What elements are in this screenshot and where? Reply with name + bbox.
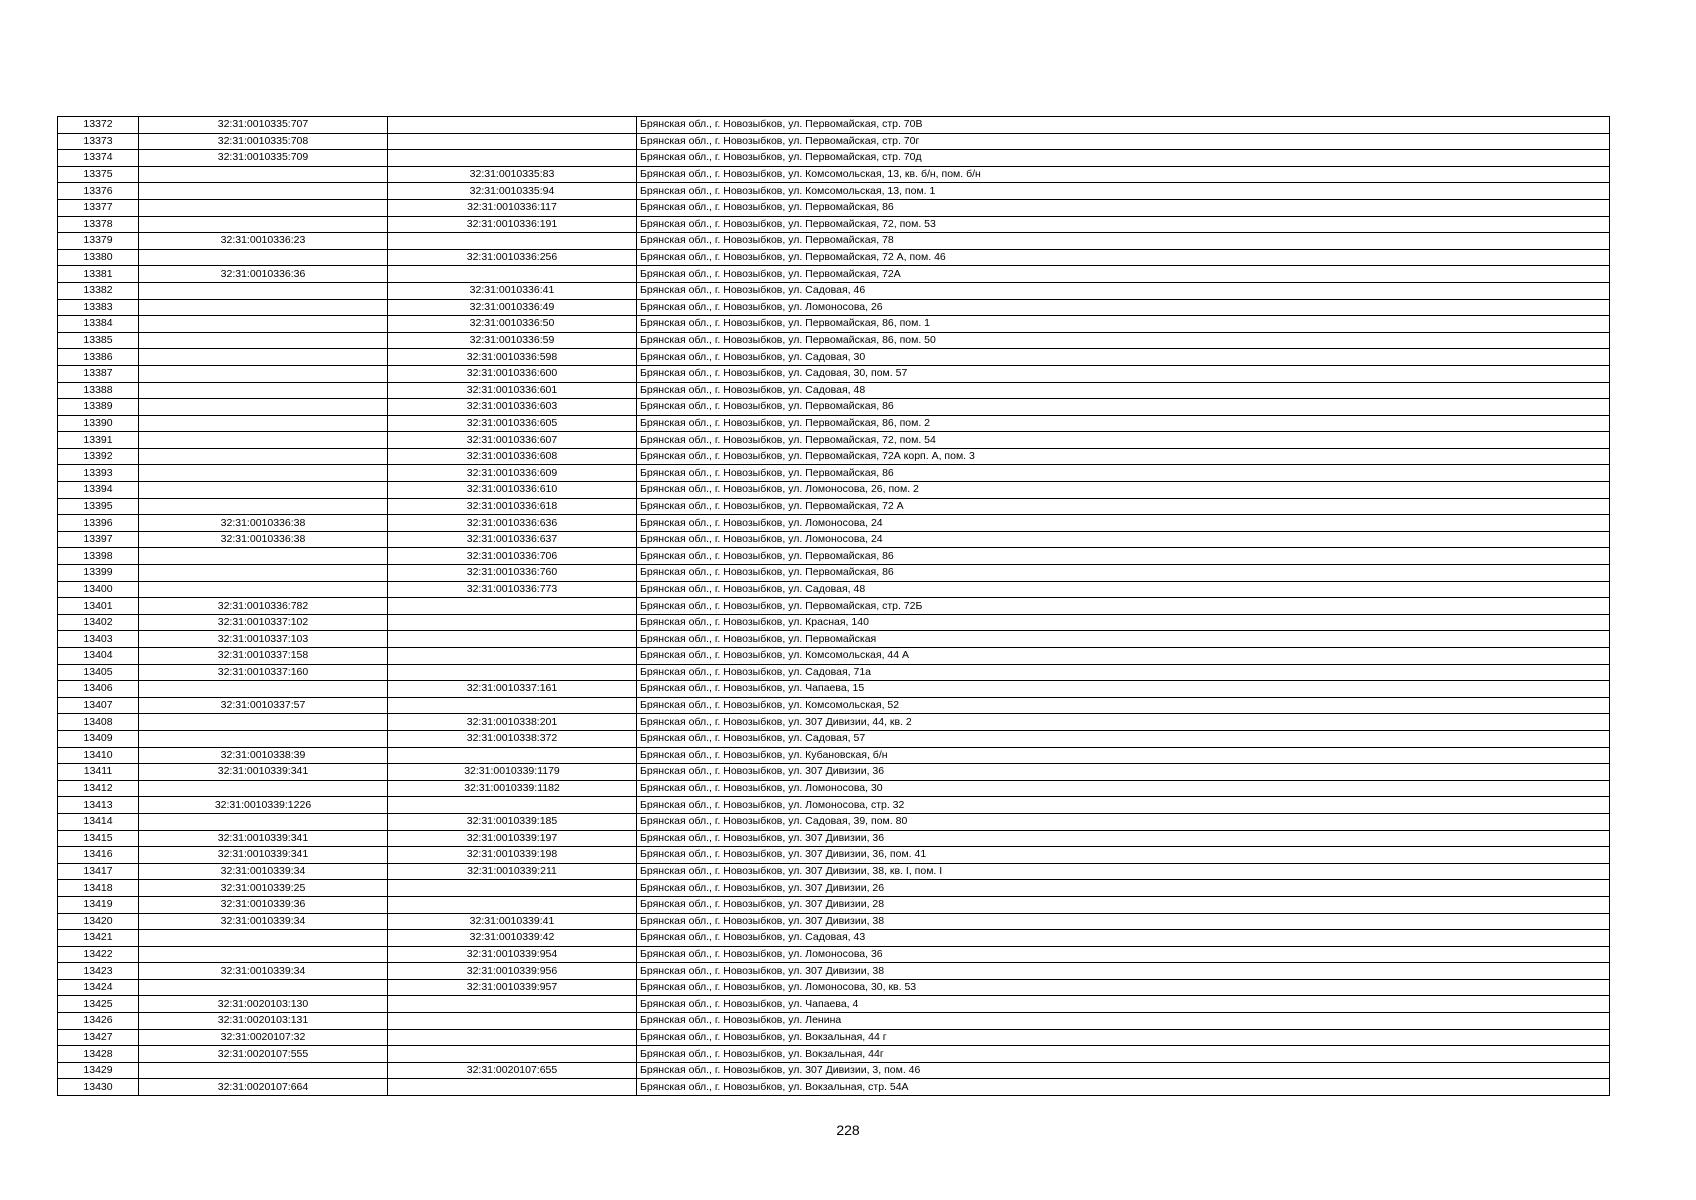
table-row bbox=[58, 282, 1610, 299]
building-cadastral-number-cell bbox=[139, 930, 388, 947]
building-cadastral-number-cell bbox=[139, 332, 388, 349]
row-number-cell: 13422 bbox=[58, 946, 139, 963]
address-cell: Брянская обл., г. Новозыбков, ул. 307 Дивизии, 28 bbox=[637, 896, 1610, 913]
row-number-cell: 13379 bbox=[58, 233, 139, 250]
address-cell: Брянская обл., г. Новозыбков, ул. Комсомольская, 13, пом. 1 bbox=[637, 183, 1610, 200]
row-number-cell: 13378 bbox=[58, 216, 139, 233]
address-cell: Брянская обл., г. Новозыбков, ул. 307 Дивизии, 38, кв. I, пом. I bbox=[637, 863, 1610, 880]
table-row bbox=[58, 216, 1610, 233]
address-cell: Брянская обл., г. Новозыбков, ул. Вокзальная, 44 г bbox=[637, 1029, 1610, 1046]
table-body bbox=[58, 117, 1610, 1096]
table-row bbox=[58, 847, 1610, 864]
address-cell: Брянская обл., г. Новозыбков, ул. Вокзальная, стр. 54А bbox=[637, 1079, 1610, 1096]
table-row bbox=[58, 913, 1610, 930]
building-cadastral-number-cell bbox=[139, 432, 388, 449]
premises-cadastral-number-cell: 32:31:0010339:1179 bbox=[388, 764, 637, 781]
building-cadastral-number-cell: 32:31:0010337:102 bbox=[139, 614, 388, 631]
premises-cadastral-number-cell: 32:31:0010336:59 bbox=[388, 332, 637, 349]
premises-cadastral-number-cell: 32:31:0010336:600 bbox=[388, 365, 637, 382]
building-cadastral-number-cell: 32:31:0010338:39 bbox=[139, 747, 388, 764]
address-cell: Брянская обл., г. Новозыбков, ул. Садовая, 71а bbox=[637, 664, 1610, 681]
row-number-cell: 13375 bbox=[58, 166, 139, 183]
page-number: 228 bbox=[836, 1122, 860, 1138]
premises-cadastral-number-cell bbox=[388, 233, 637, 250]
premises-cadastral-number-cell: 32:31:0010339:198 bbox=[388, 847, 637, 864]
building-cadastral-number-cell: 32:31:0010336:38 bbox=[139, 515, 388, 532]
address-cell: Брянская обл., г. Новозыбков, ул. Ломоносова, стр. 32 bbox=[637, 797, 1610, 814]
premises-cadastral-number-cell: 32:31:0010339:185 bbox=[388, 813, 637, 830]
row-number-cell: 13376 bbox=[58, 183, 139, 200]
building-cadastral-number-cell: 32:31:0010336:23 bbox=[139, 233, 388, 250]
table-row bbox=[58, 648, 1610, 665]
address-cell: Брянская обл., г. Новозыбков, ул. Первомайская, 86 bbox=[637, 548, 1610, 565]
address-cell: Брянская обл., г. Новозыбков, ул. Первомайская, стр. 70д bbox=[637, 150, 1610, 167]
building-cadastral-number-cell: 32:31:0010337:103 bbox=[139, 631, 388, 648]
row-number-cell: 13423 bbox=[58, 963, 139, 980]
premises-cadastral-number-cell: 32:31:0010336:603 bbox=[388, 399, 637, 416]
row-number-cell: 13388 bbox=[58, 382, 139, 399]
address-cell: Брянская обл., г. Новозыбков, ул. Первомайская, 72 А bbox=[637, 498, 1610, 515]
table-row bbox=[58, 465, 1610, 482]
address-cell: Брянская обл., г. Новозыбков, ул. Чапаева, 4 bbox=[637, 996, 1610, 1013]
building-cadastral-number-cell: 32:31:0020107:664 bbox=[139, 1079, 388, 1096]
row-number-cell: 13413 bbox=[58, 797, 139, 814]
table-row bbox=[58, 730, 1610, 747]
row-number-cell: 13412 bbox=[58, 780, 139, 797]
building-cadastral-number-cell: 32:31:0010336:782 bbox=[139, 598, 388, 615]
premises-cadastral-number-cell: 32:31:0010335:83 bbox=[388, 166, 637, 183]
premises-cadastral-number-cell: 32:31:0010336:191 bbox=[388, 216, 637, 233]
premises-cadastral-number-cell: 32:31:0010336:49 bbox=[388, 299, 637, 316]
table-row bbox=[58, 631, 1610, 648]
premises-cadastral-number-cell bbox=[388, 133, 637, 150]
row-number-cell: 13380 bbox=[58, 249, 139, 266]
premises-cadastral-number-cell: 32:31:0010336:760 bbox=[388, 565, 637, 582]
building-cadastral-number-cell bbox=[139, 183, 388, 200]
table-row bbox=[58, 233, 1610, 250]
premises-cadastral-number-cell: 32:31:0010336:706 bbox=[388, 548, 637, 565]
address-cell: Брянская обл., г. Новозыбков, ул. Красная, 140 bbox=[637, 614, 1610, 631]
table-row bbox=[58, 880, 1610, 897]
premises-cadastral-number-cell bbox=[388, 664, 637, 681]
row-number-cell: 13392 bbox=[58, 448, 139, 465]
address-cell: Брянская обл., г. Новозыбков, ул. Садовая, 39, пом. 80 bbox=[637, 813, 1610, 830]
row-number-cell: 13393 bbox=[58, 465, 139, 482]
table-row bbox=[58, 548, 1610, 565]
building-cadastral-number-cell: 32:31:0020107:555 bbox=[139, 1046, 388, 1063]
cadastral-table bbox=[57, 116, 1610, 1096]
address-cell: Брянская обл., г. Новозыбков, ул. Ломоносова, 36 bbox=[637, 946, 1610, 963]
premises-cadastral-number-cell bbox=[388, 896, 637, 913]
building-cadastral-number-cell bbox=[139, 282, 388, 299]
row-number-cell: 13386 bbox=[58, 349, 139, 366]
row-number-cell: 13414 bbox=[58, 813, 139, 830]
table-row bbox=[58, 863, 1610, 880]
premises-cadastral-number-cell bbox=[388, 648, 637, 665]
premises-cadastral-number-cell bbox=[388, 1013, 637, 1030]
building-cadastral-number-cell bbox=[139, 299, 388, 316]
table-row bbox=[58, 598, 1610, 615]
building-cadastral-number-cell: 32:31:0010339:34 bbox=[139, 913, 388, 930]
row-number-cell: 13424 bbox=[58, 979, 139, 996]
address-cell: Брянская обл., г. Новозыбков, ул. Ленина bbox=[637, 1013, 1610, 1030]
premises-cadastral-number-cell: 32:31:0010339:41 bbox=[388, 913, 637, 930]
table-row bbox=[58, 266, 1610, 283]
premises-cadastral-number-cell: 32:31:0010339:42 bbox=[388, 930, 637, 947]
building-cadastral-number-cell: 32:31:0010339:34 bbox=[139, 963, 388, 980]
building-cadastral-number-cell bbox=[139, 249, 388, 266]
building-cadastral-number-cell: 32:31:0010339:1226 bbox=[139, 797, 388, 814]
row-number-cell: 13385 bbox=[58, 332, 139, 349]
row-number-cell: 13426 bbox=[58, 1013, 139, 1030]
building-cadastral-number-cell: 32:31:0010339:341 bbox=[139, 830, 388, 847]
row-number-cell: 13383 bbox=[58, 299, 139, 316]
row-number-cell: 13420 bbox=[58, 913, 139, 930]
building-cadastral-number-cell bbox=[139, 399, 388, 416]
premises-cadastral-number-cell: 32:31:0020107:655 bbox=[388, 1062, 637, 1079]
building-cadastral-number-cell bbox=[139, 730, 388, 747]
address-cell: Брянская обл., г. Новозыбков, ул. Садовая, 43 bbox=[637, 930, 1610, 947]
premises-cadastral-number-cell bbox=[388, 880, 637, 897]
table-row bbox=[58, 349, 1610, 366]
premises-cadastral-number-cell: 32:31:0010337:161 bbox=[388, 681, 637, 698]
premises-cadastral-number-cell: 32:31:0010336:117 bbox=[388, 199, 637, 216]
row-number-cell: 13389 bbox=[58, 399, 139, 416]
premises-cadastral-number-cell: 32:31:0010339:954 bbox=[388, 946, 637, 963]
address-cell: Брянская обл., г. Новозыбков, ул. Ломоносова, 24 bbox=[637, 531, 1610, 548]
building-cadastral-number-cell bbox=[139, 548, 388, 565]
table-row bbox=[58, 930, 1610, 947]
building-cadastral-number-cell bbox=[139, 415, 388, 432]
row-number-cell: 13381 bbox=[58, 266, 139, 283]
row-number-cell: 13425 bbox=[58, 996, 139, 1013]
address-cell: Брянская обл., г. Новозыбков, ул. Первомайская, 86 bbox=[637, 565, 1610, 582]
row-number-cell: 13394 bbox=[58, 482, 139, 499]
building-cadastral-number-cell: 32:31:0010339:36 bbox=[139, 896, 388, 913]
table-row bbox=[58, 482, 1610, 499]
address-cell: Брянская обл., г. Новозыбков, ул. Садовая, 57 bbox=[637, 730, 1610, 747]
address-cell: Брянская обл., г. Новозыбков, ул. 307 Дивизии, 36 bbox=[637, 830, 1610, 847]
premises-cadastral-number-cell: 32:31:0010335:94 bbox=[388, 183, 637, 200]
row-number-cell: 13428 bbox=[58, 1046, 139, 1063]
building-cadastral-number-cell bbox=[139, 166, 388, 183]
table-row bbox=[58, 399, 1610, 416]
row-number-cell: 13402 bbox=[58, 614, 139, 631]
premises-cadastral-number-cell: 32:31:0010338:201 bbox=[388, 714, 637, 731]
address-cell: Брянская обл., г. Новозыбков, ул. Садовая, 46 bbox=[637, 282, 1610, 299]
row-number-cell: 13429 bbox=[58, 1062, 139, 1079]
premises-cadastral-number-cell: 32:31:0010336:601 bbox=[388, 382, 637, 399]
table-row bbox=[58, 332, 1610, 349]
building-cadastral-number-cell bbox=[139, 780, 388, 797]
table-row bbox=[58, 946, 1610, 963]
table-row bbox=[58, 979, 1610, 996]
row-number-cell: 13427 bbox=[58, 1029, 139, 1046]
row-number-cell: 13407 bbox=[58, 697, 139, 714]
address-cell: Брянская обл., г. Новозыбков, ул. 307 Дивизии, 3, пом. 46 bbox=[637, 1062, 1610, 1079]
premises-cadastral-number-cell bbox=[388, 598, 637, 615]
building-cadastral-number-cell bbox=[139, 681, 388, 698]
address-cell: Брянская обл., г. Новозыбков, ул. Первомайская, стр. 72Б bbox=[637, 598, 1610, 615]
table-row bbox=[58, 681, 1610, 698]
address-cell: Брянская обл., г. Новозыбков, ул. Ломоносова, 30 bbox=[637, 780, 1610, 797]
premises-cadastral-number-cell: 32:31:0010336:607 bbox=[388, 432, 637, 449]
address-cell: Брянская обл., г. Новозыбков, ул. Садовая, 30, пом. 57 bbox=[637, 365, 1610, 382]
address-cell: Брянская обл., г. Новозыбков, ул. Первомайская, 86 bbox=[637, 465, 1610, 482]
row-number-cell: 13416 bbox=[58, 847, 139, 864]
building-cadastral-number-cell bbox=[139, 216, 388, 233]
premises-cadastral-number-cell bbox=[388, 1029, 637, 1046]
building-cadastral-number-cell: 32:31:0010336:36 bbox=[139, 266, 388, 283]
row-number-cell: 13384 bbox=[58, 316, 139, 333]
building-cadastral-number-cell: 32:31:0010335:707 bbox=[139, 117, 388, 134]
row-number-cell: 13377 bbox=[58, 199, 139, 216]
address-cell: Брянская обл., г. Новозыбков, ул. Первомайская, 86, пом. 1 bbox=[637, 316, 1610, 333]
row-number-cell: 13387 bbox=[58, 365, 139, 382]
premises-cadastral-number-cell: 32:31:0010339:211 bbox=[388, 863, 637, 880]
address-cell: Брянская обл., г. Новозыбков, ул. 307 Дивизии, 44, кв. 2 bbox=[637, 714, 1610, 731]
premises-cadastral-number-cell bbox=[388, 1079, 637, 1096]
table-row bbox=[58, 714, 1610, 731]
address-cell: Брянская обл., г. Новозыбков, ул. Первомайская, 72, пом. 54 bbox=[637, 432, 1610, 449]
building-cadastral-number-cell: 32:31:0010337:158 bbox=[139, 648, 388, 665]
building-cadastral-number-cell bbox=[139, 979, 388, 996]
address-cell: Брянская обл., г. Новозыбков, ул. Ломоносова, 24 bbox=[637, 515, 1610, 532]
table-row bbox=[58, 963, 1610, 980]
address-cell: Брянская обл., г. Новозыбков, ул. Первомайская, 86 bbox=[637, 399, 1610, 416]
address-cell: Брянская обл., г. Новозыбков, ул. Комсомольская, 52 bbox=[637, 697, 1610, 714]
table-row bbox=[58, 299, 1610, 316]
address-cell: Брянская обл., г. Новозыбков, ул. 307 Дивизии, 38 bbox=[637, 913, 1610, 930]
premises-cadastral-number-cell bbox=[388, 631, 637, 648]
row-number-cell: 13372 bbox=[58, 117, 139, 134]
address-cell: Брянская обл., г. Новозыбков, ул. 307 Дивизии, 36 bbox=[637, 764, 1610, 781]
row-number-cell: 13419 bbox=[58, 896, 139, 913]
building-cadastral-number-cell: 32:31:0020103:130 bbox=[139, 996, 388, 1013]
table-row bbox=[58, 747, 1610, 764]
row-number-cell: 13430 bbox=[58, 1079, 139, 1096]
table-row bbox=[58, 581, 1610, 598]
row-number-cell: 13411 bbox=[58, 764, 139, 781]
address-cell: Брянская обл., г. Новозыбков, ул. Чапаева, 15 bbox=[637, 681, 1610, 698]
address-cell: Брянская обл., г. Новозыбков, ул. Комсомольская, 13, кв. б/н, пом. б/н bbox=[637, 166, 1610, 183]
table-row bbox=[58, 432, 1610, 449]
building-cadastral-number-cell: 32:31:0010339:25 bbox=[139, 880, 388, 897]
premises-cadastral-number-cell: 32:31:0010339:1182 bbox=[388, 780, 637, 797]
row-number-cell: 13410 bbox=[58, 747, 139, 764]
premises-cadastral-number-cell: 32:31:0010336:636 bbox=[388, 515, 637, 532]
building-cadastral-number-cell bbox=[139, 498, 388, 515]
row-number-cell: 13398 bbox=[58, 548, 139, 565]
row-number-cell: 13409 bbox=[58, 730, 139, 747]
row-number-cell: 13396 bbox=[58, 515, 139, 532]
building-cadastral-number-cell bbox=[139, 482, 388, 499]
building-cadastral-number-cell bbox=[139, 349, 388, 366]
table-row bbox=[58, 249, 1610, 266]
row-number-cell: 13418 bbox=[58, 880, 139, 897]
row-number-cell: 13403 bbox=[58, 631, 139, 648]
table-row bbox=[58, 166, 1610, 183]
table-row bbox=[58, 1029, 1610, 1046]
building-cadastral-number-cell bbox=[139, 448, 388, 465]
premises-cadastral-number-cell: 32:31:0010336:256 bbox=[388, 249, 637, 266]
row-number-cell: 13399 bbox=[58, 565, 139, 582]
table-row bbox=[58, 996, 1610, 1013]
row-number-cell: 13404 bbox=[58, 648, 139, 665]
building-cadastral-number-cell: 32:31:0010337:57 bbox=[139, 697, 388, 714]
premises-cadastral-number-cell: 32:31:0010336:608 bbox=[388, 448, 637, 465]
building-cadastral-number-cell bbox=[139, 1062, 388, 1079]
premises-cadastral-number-cell bbox=[388, 1046, 637, 1063]
table-row bbox=[58, 614, 1610, 631]
premises-cadastral-number-cell: 32:31:0010336:41 bbox=[388, 282, 637, 299]
building-cadastral-number-cell: 32:31:0020103:131 bbox=[139, 1013, 388, 1030]
premises-cadastral-number-cell: 32:31:0010339:197 bbox=[388, 830, 637, 847]
address-cell: Брянская обл., г. Новозыбков, ул. Первомайская, 78 bbox=[637, 233, 1610, 250]
table-row bbox=[58, 448, 1610, 465]
building-cadastral-number-cell bbox=[139, 565, 388, 582]
building-cadastral-number-cell: 32:31:0010339:34 bbox=[139, 863, 388, 880]
address-cell: Брянская обл., г. Новозыбков, ул. Первомайская bbox=[637, 631, 1610, 648]
building-cadastral-number-cell: 32:31:0010335:709 bbox=[139, 150, 388, 167]
table-row bbox=[58, 133, 1610, 150]
premises-cadastral-number-cell bbox=[388, 150, 637, 167]
premises-cadastral-number-cell: 32:31:0010336:637 bbox=[388, 531, 637, 548]
address-cell: Брянская обл., г. Новозыбков, ул. 307 Дивизии, 36, пом. 41 bbox=[637, 847, 1610, 864]
premises-cadastral-number-cell: 32:31:0010339:956 bbox=[388, 963, 637, 980]
address-cell: Брянская обл., г. Новозыбков, ул. Ломоносова, 26 bbox=[637, 299, 1610, 316]
premises-cadastral-number-cell bbox=[388, 996, 637, 1013]
table-row bbox=[58, 498, 1610, 515]
building-cadastral-number-cell bbox=[139, 581, 388, 598]
building-cadastral-number-cell bbox=[139, 465, 388, 482]
building-cadastral-number-cell bbox=[139, 316, 388, 333]
building-cadastral-number-cell bbox=[139, 813, 388, 830]
building-cadastral-number-cell: 32:31:0010336:38 bbox=[139, 531, 388, 548]
table-row bbox=[58, 830, 1610, 847]
address-cell: Брянская обл., г. Новозыбков, ул. Ломоносова, 30, кв. 53 bbox=[637, 979, 1610, 996]
table-row bbox=[58, 780, 1610, 797]
table-row bbox=[58, 316, 1610, 333]
address-cell: Брянская обл., г. Новозыбков, ул. Садовая, 48 bbox=[637, 581, 1610, 598]
table-row bbox=[58, 531, 1610, 548]
building-cadastral-number-cell bbox=[139, 382, 388, 399]
row-number-cell: 13374 bbox=[58, 150, 139, 167]
row-number-cell: 13405 bbox=[58, 664, 139, 681]
address-cell: Брянская обл., г. Новозыбков, ул. 307 Дивизии, 38 bbox=[637, 963, 1610, 980]
address-cell: Брянская обл., г. Новозыбков, ул. Ломоносова, 26, пом. 2 bbox=[637, 482, 1610, 499]
premises-cadastral-number-cell bbox=[388, 747, 637, 764]
building-cadastral-number-cell: 32:31:0010339:341 bbox=[139, 847, 388, 864]
building-cadastral-number-cell: 32:31:0020107:32 bbox=[139, 1029, 388, 1046]
table-row bbox=[58, 1046, 1610, 1063]
address-cell: Брянская обл., г. Новозыбков, ул. Садовая, 30 bbox=[637, 349, 1610, 366]
row-number-cell: 13408 bbox=[58, 714, 139, 731]
row-number-cell: 13406 bbox=[58, 681, 139, 698]
premises-cadastral-number-cell bbox=[388, 266, 637, 283]
address-cell: Брянская обл., г. Новозыбков, ул. Первомайская, стр. 70В bbox=[637, 117, 1610, 134]
premises-cadastral-number-cell bbox=[388, 117, 637, 134]
table-row bbox=[58, 896, 1610, 913]
table-row bbox=[58, 415, 1610, 432]
row-number-cell: 13421 bbox=[58, 930, 139, 947]
table-row bbox=[58, 813, 1610, 830]
premises-cadastral-number-cell: 32:31:0010336:598 bbox=[388, 349, 637, 366]
address-cell: Брянская обл., г. Новозыбков, ул. Первомайская, 86, пом. 50 bbox=[637, 332, 1610, 349]
premises-cadastral-number-cell: 32:31:0010336:610 bbox=[388, 482, 637, 499]
row-number-cell: 13401 bbox=[58, 598, 139, 615]
row-number-cell: 13373 bbox=[58, 133, 139, 150]
building-cadastral-number-cell bbox=[139, 199, 388, 216]
premises-cadastral-number-cell bbox=[388, 614, 637, 631]
table-row bbox=[58, 1013, 1610, 1030]
premises-cadastral-number-cell: 32:31:0010339:957 bbox=[388, 979, 637, 996]
premises-cadastral-number-cell: 32:31:0010338:372 bbox=[388, 730, 637, 747]
row-number-cell: 13417 bbox=[58, 863, 139, 880]
premises-cadastral-number-cell bbox=[388, 697, 637, 714]
table-row bbox=[58, 199, 1610, 216]
address-cell: Брянская обл., г. Новозыбков, ул. Кубановская, б/н bbox=[637, 747, 1610, 764]
building-cadastral-number-cell: 32:31:0010337:160 bbox=[139, 664, 388, 681]
building-cadastral-number-cell: 32:31:0010335:708 bbox=[139, 133, 388, 150]
row-number-cell: 13391 bbox=[58, 432, 139, 449]
table-row bbox=[58, 515, 1610, 532]
address-cell: Брянская обл., г. Новозыбков, ул. Первомайская, 86, пом. 2 bbox=[637, 415, 1610, 432]
building-cadastral-number-cell bbox=[139, 365, 388, 382]
premises-cadastral-number-cell: 32:31:0010336:609 bbox=[388, 465, 637, 482]
premises-cadastral-number-cell: 32:31:0010336:773 bbox=[388, 581, 637, 598]
table-row bbox=[58, 1062, 1610, 1079]
address-cell: Брянская обл., г. Новозыбков, ул. Садовая, 48 bbox=[637, 382, 1610, 399]
building-cadastral-number-cell bbox=[139, 714, 388, 731]
table-row bbox=[58, 764, 1610, 781]
address-cell: Брянская обл., г. Новозыбков, ул. Первомайская, 72А корп. А, пом. 3 bbox=[637, 448, 1610, 465]
table-row bbox=[58, 697, 1610, 714]
address-cell: Брянская обл., г. Новозыбков, ул. Первомайская, стр. 70г bbox=[637, 133, 1610, 150]
address-cell: Брянская обл., г. Новозыбков, ул. Вокзальная, 44г bbox=[637, 1046, 1610, 1063]
row-number-cell: 13415 bbox=[58, 830, 139, 847]
premises-cadastral-number-cell: 32:31:0010336:605 bbox=[388, 415, 637, 432]
address-cell: Брянская обл., г. Новозыбков, ул. Первомайская, 72, пом. 53 bbox=[637, 216, 1610, 233]
address-cell: Брянская обл., г. Новозыбков, ул. Первомайская, 72А bbox=[637, 266, 1610, 283]
address-cell: Брянская обл., г. Новозыбков, ул. Первомайская, 72 А, пом. 46 bbox=[637, 249, 1610, 266]
address-cell: Брянская обл., г. Новозыбков, ул. Первомайская, 86 bbox=[637, 199, 1610, 216]
premises-cadastral-number-cell bbox=[388, 797, 637, 814]
table-row bbox=[58, 365, 1610, 382]
premises-cadastral-number-cell: 32:31:0010336:618 bbox=[388, 498, 637, 515]
building-cadastral-number-cell: 32:31:0010339:341 bbox=[139, 764, 388, 781]
table-row bbox=[58, 664, 1610, 681]
building-cadastral-number-cell bbox=[139, 946, 388, 963]
table-row bbox=[58, 117, 1610, 134]
row-number-cell: 13397 bbox=[58, 531, 139, 548]
address-cell: Брянская обл., г. Новозыбков, ул. Комсомольская, 44 А bbox=[637, 648, 1610, 665]
row-number-cell: 13400 bbox=[58, 581, 139, 598]
table-row bbox=[58, 183, 1610, 200]
table-row bbox=[58, 150, 1610, 167]
table-row bbox=[58, 565, 1610, 582]
table-row bbox=[58, 382, 1610, 399]
table-row bbox=[58, 797, 1610, 814]
address-cell: Брянская обл., г. Новозыбков, ул. 307 Дивизии, 26 bbox=[637, 880, 1610, 897]
row-number-cell: 13382 bbox=[58, 282, 139, 299]
premises-cadastral-number-cell: 32:31:0010336:50 bbox=[388, 316, 637, 333]
row-number-cell: 13395 bbox=[58, 498, 139, 515]
table-row bbox=[58, 1079, 1610, 1096]
row-number-cell: 13390 bbox=[58, 415, 139, 432]
